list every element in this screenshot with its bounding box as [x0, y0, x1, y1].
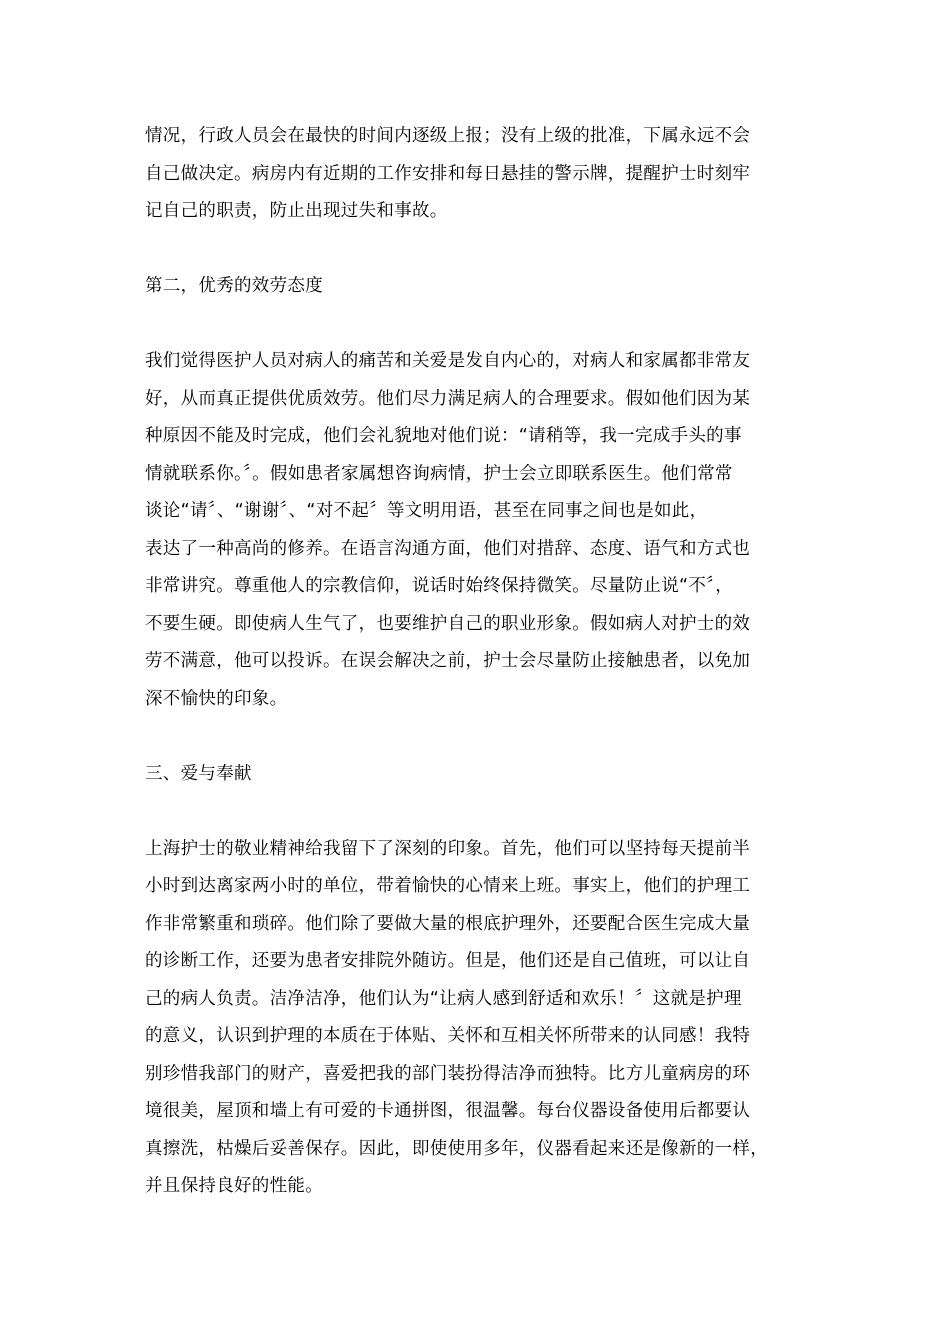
text-line: 记自己的职责，防止出现过失和事故。: [145, 201, 448, 221]
text-line: 己的病人负责。洁净洁净，他们认为“让病人感到舒适和欢乐！〞这就是护理: [145, 988, 742, 1009]
text-line: 的诊断工作，还要为患者安排院外随访。但是，他们还是自己值班，可以让自: [145, 951, 751, 971]
text-line: 情况，行政人员会在最快的时间内逐级上报；没有上级的批准，下属永远不会: [145, 126, 751, 146]
document-body: [145, 118, 815, 1243]
paragraph-service-attitude: [145, 343, 815, 718]
heading-line: 第二，优秀的效劳态度: [145, 276, 323, 296]
text-line: 非常讲究。尊重他人的宗教信仰，说话时始终保持微笑。尽量防止说“不〞，: [145, 576, 734, 596]
section-heading-service-attitude: [145, 268, 815, 306]
text-line: 上海护士的敬业精神给我留下了深刻的印象。首先，他们可以坚持每天提前半: [145, 838, 751, 859]
text-line: 境很美，屋顶和墙上有可爱的卡通拼图，很温馨。每台仪器设备使用后都要认: [145, 1101, 751, 1121]
paragraph-reporting: [145, 118, 815, 231]
section-heading-love-dedication: [145, 756, 815, 794]
paragraph-love-dedication: [145, 831, 815, 1206]
text-line: 表达了一种高尚的修养。在语言沟通方面，他们对措辞、态度、语气和方式也: [145, 538, 751, 559]
text-line: 种原因不能及时完成，他们会礼貌地对他们说：“请稍等，我一完成手头的事: [145, 426, 742, 446]
text-line: 谈论“请〞、“谢谢〞、“对不起〞等文明用语，甚至在同事之间也是如此，: [145, 501, 708, 521]
text-line: 自己做决定。病房内有近期的工作安排和每日悬挂的警示牌，提醒护士时刻牢: [145, 163, 751, 184]
text-line: 的意义，认识到护理的本质在于体贴、关怀和互相关怀所带来的认同感！我特: [145, 1026, 751, 1046]
text-line: 深不愉快的印象。: [145, 688, 288, 709]
text-line: 不要生硬。即使病人生气了，也要维护自己的职业形象。假如病人对护士的效: [145, 613, 751, 634]
text-line: 小时到达离家两小时的单位，带着愉快的心情来上班。事实上，他们的护理工: [145, 876, 751, 896]
text-line: 我们觉得医护人员对病人的痛苦和关爱是发自内心的，对病人和家属都非常友: [145, 351, 751, 371]
text-line: 好，从而真正提供优质效劳。他们尽力满足病人的合理要求。假如他们因为某: [145, 388, 751, 409]
text-line: 并且保持良好的性能。: [145, 1176, 323, 1196]
heading-line: 三、爱与奉献: [145, 763, 252, 784]
text-line: 作非常繁重和琐碎。他们除了要做大量的根底护理外，还要配合医生完成大量: [145, 913, 751, 934]
text-line: 劳不满意，他可以投诉。在误会解决之前，护士会尽量防止接触患者，以免加: [145, 651, 751, 671]
text-line: 真擦洗，枯燥后妥善保存。因此，即使使用多年，仪器看起来还是像新的一样，: [145, 1138, 768, 1159]
text-line: 别珍惜我部门的财产，喜爱把我的部门装扮得洁净而独特。比方儿童病房的环: [145, 1063, 751, 1084]
text-line: 情就联系你。〞。假如患者家属想咨询病情，护士会立即联系医生。他们常常: [145, 463, 733, 484]
